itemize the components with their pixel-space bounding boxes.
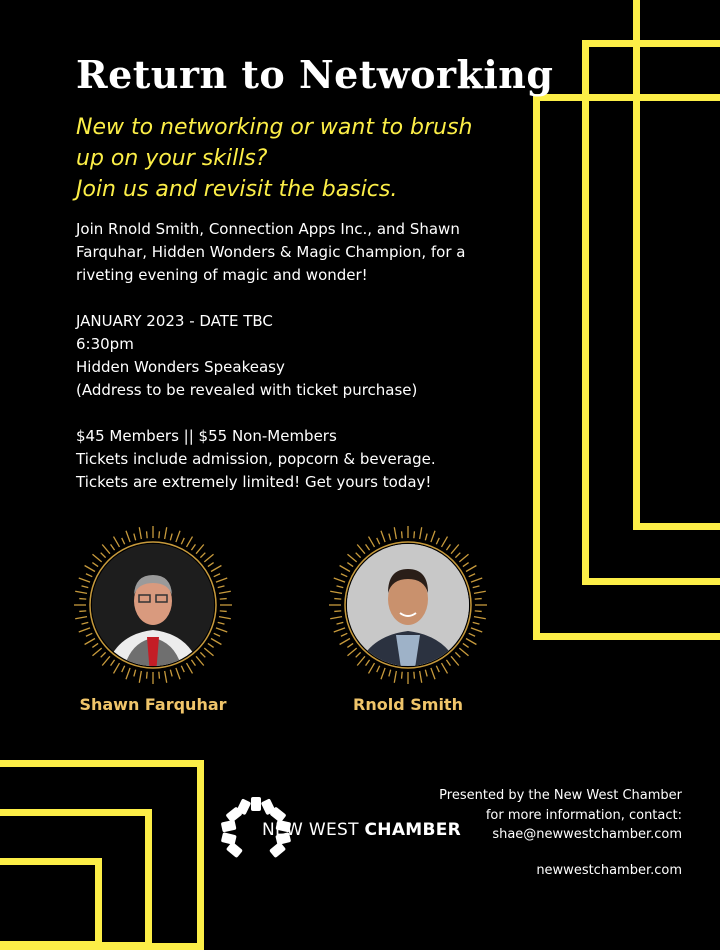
- event-title: Return to Networking: [76, 52, 554, 97]
- event-address-note: (Address to be revealed with ticket purchase): [76, 381, 418, 399]
- intro-line: Farquhar, Hidden Wonders & Magic Champion, for a: [76, 243, 466, 261]
- subtitle-line: Join us and revisit the basics.: [76, 177, 398, 202]
- speaker-portrait-rnold: [328, 525, 488, 685]
- logo-segment: [221, 832, 237, 845]
- contact-line: Presented by the New West Chamber: [439, 788, 682, 803]
- intro-line: riveting evening of magic and wonder!: [76, 266, 368, 284]
- event-date: JANUARY 2023 - DATE TBC: [76, 312, 273, 330]
- logo-segment: [251, 797, 261, 811]
- event-time: 6:30pm: [76, 335, 134, 353]
- speaker-photo: [73, 525, 233, 685]
- subtitle-line: up on your skills?: [76, 146, 268, 171]
- decorative-frame-bottom-left-inner: [0, 858, 102, 948]
- speaker-name-rnold: Rnold Smith: [353, 695, 463, 714]
- contact-email[interactable]: shae@newwestchamber.com: [492, 827, 682, 842]
- event-subtitle: [76, 112, 506, 205]
- pricing-line: Tickets include admission, popcorn & beverage.: [76, 450, 436, 468]
- contact-info: [439, 786, 682, 845]
- logo-segment: [226, 842, 243, 859]
- intro-line: Join Rnold Smith, Connection Apps Inc., and Shawn: [76, 220, 460, 238]
- pricing-line: $45 Members || $55 Non-Members: [76, 427, 337, 445]
- pricing-line: Tickets are extremely limited! Get yours today!: [76, 473, 432, 491]
- speaker-photo: [328, 525, 488, 685]
- logo-segment: [221, 820, 237, 833]
- speaker-portrait-shawn: [73, 525, 233, 685]
- logo-word-chamber: CHAMBER: [364, 820, 462, 840]
- event-details: [76, 310, 417, 402]
- speaker-name-shawn: Shawn Farquhar: [79, 695, 227, 714]
- decorative-frame-top-right-inner: [533, 94, 720, 640]
- event-pricing: [76, 425, 436, 494]
- event-venue: Hidden Wonders Speakeasy: [76, 358, 285, 376]
- logo-wordmark: [262, 820, 461, 840]
- logo-word-new-west: NEW WEST: [262, 820, 359, 840]
- website-link[interactable]: newwestchamber.com: [536, 863, 682, 878]
- subtitle-line: New to networking or want to brush: [76, 115, 473, 140]
- event-intro: [76, 218, 466, 287]
- contact-line: for more information, contact:: [485, 807, 682, 823]
